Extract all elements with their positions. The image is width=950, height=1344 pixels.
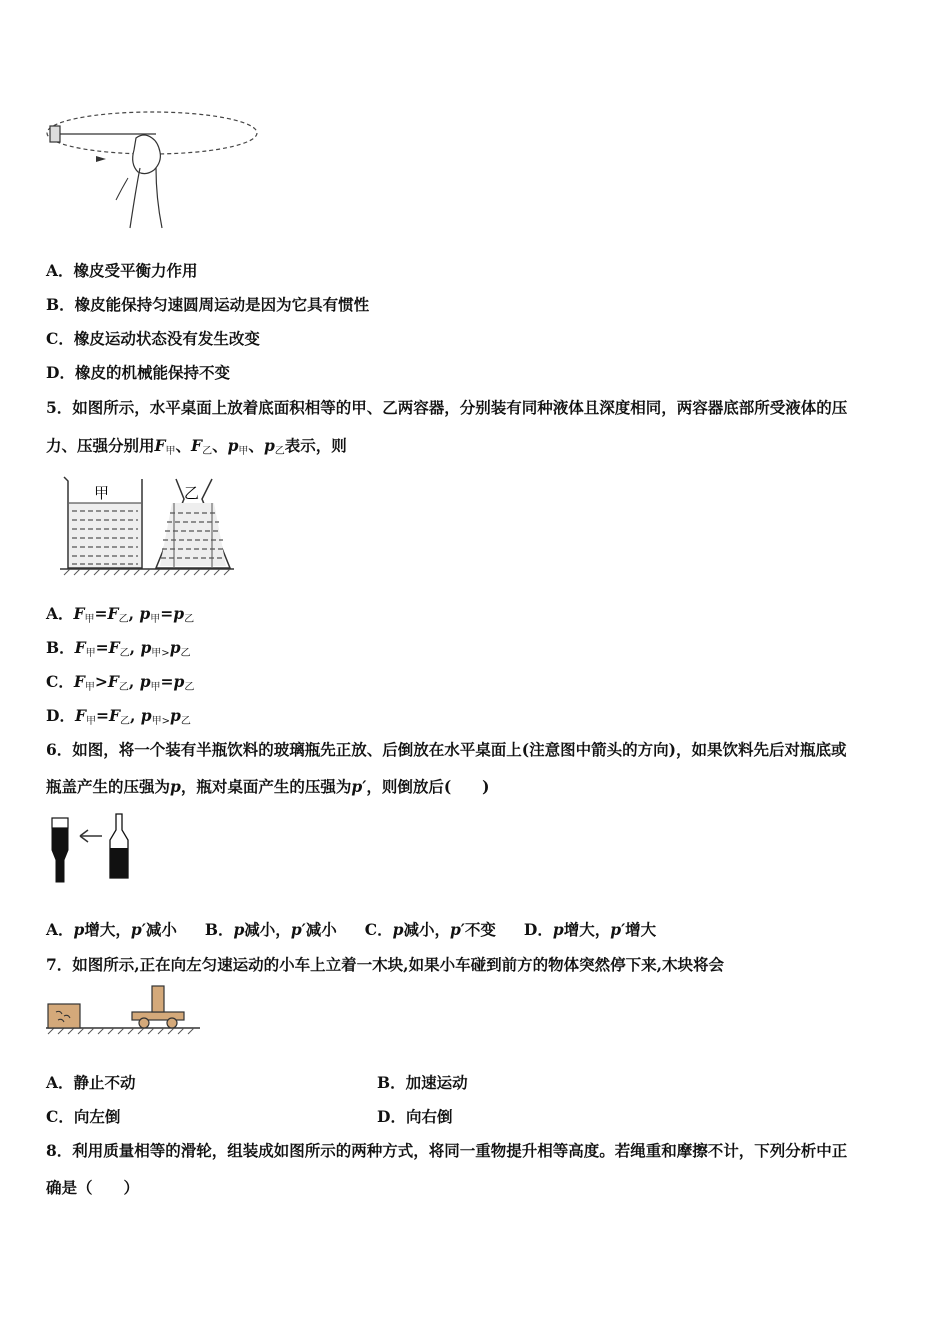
q5-option-c: C．F甲>F乙, p甲=p乙 [46,672,195,693]
q5-option-b: B．F甲=F乙, p甲>p乙 [46,638,191,659]
q7-option-a: A．静止不动 [46,1073,136,1092]
q6-option-d: D．p增大，p′增大 [523,920,657,939]
container-yi-label: 乙 [184,484,200,502]
q6-option-b: B．p减小，p′减小 [204,920,337,939]
q8-stem-line1: 8．利用质量相等的滑轮，组装成如图所示的两种方式，将同一重物提升相等高度。若绳重和摩擦不计，下列分析中正 [46,1141,848,1160]
q7-option-d: D．向右倒 [377,1107,453,1126]
q4-option-a: A．橡皮受平衡力作用 [46,261,198,280]
q7-stem: 7．如图所示,正在向左匀速运动的小车上立着一木块,如果小车碰到前方的物体突然停下来,木块将会 [46,955,724,974]
eraser-circular-motion-figure [44,108,264,233]
container-jia-label: 甲 [94,484,110,502]
q6-option-c: C．p减小，p′不变 [364,920,496,939]
containers-figure [56,465,238,580]
q7-option-c: C．向左倒 [46,1107,121,1126]
q6-option-a: A．p增大，p′减小 [46,920,177,939]
q8-stem-line2: 确是（ ） [46,1178,140,1197]
q7-option-b: B．加速运动 [377,1073,468,1092]
q4-option-b: B．橡皮能保持匀速圆周运动是因为它具有惯性 [46,295,370,314]
q6-stem-line1: 6．如图，将一个装有半瓶饮料的玻璃瓶先正放、后倒放在水平桌面上(注意图中箭头的方向)，如果饮料先后对瓶底或 [46,740,847,759]
q6-stem-line2: 瓶盖产生的压强为p，瓶对桌面产生的压强为p′，则倒放后( ) [46,777,490,796]
q4-option-d: D．橡皮的机械能保持不变 [46,363,230,382]
q5-stem-line1: 5．如图所示，水平桌面上放着底面积相等的甲、乙两容器，分别装有同种液体且深度相同，两容器底部所受液体的压 [46,398,848,417]
cart-block-figure [44,984,204,1036]
bottles-figure [44,810,144,888]
q5-option-a: A．F甲=F乙, p甲=p乙 [46,604,195,625]
q5-option-d: D．F甲=F乙, p甲>p乙 [46,706,191,727]
q4-option-c: C．橡皮运动状态没有发生改变 [46,329,260,348]
q6-options [46,920,656,940]
q5-stem-line2: 力、压强分别用F甲、F乙、p甲、p乙表示，则 [46,436,347,457]
